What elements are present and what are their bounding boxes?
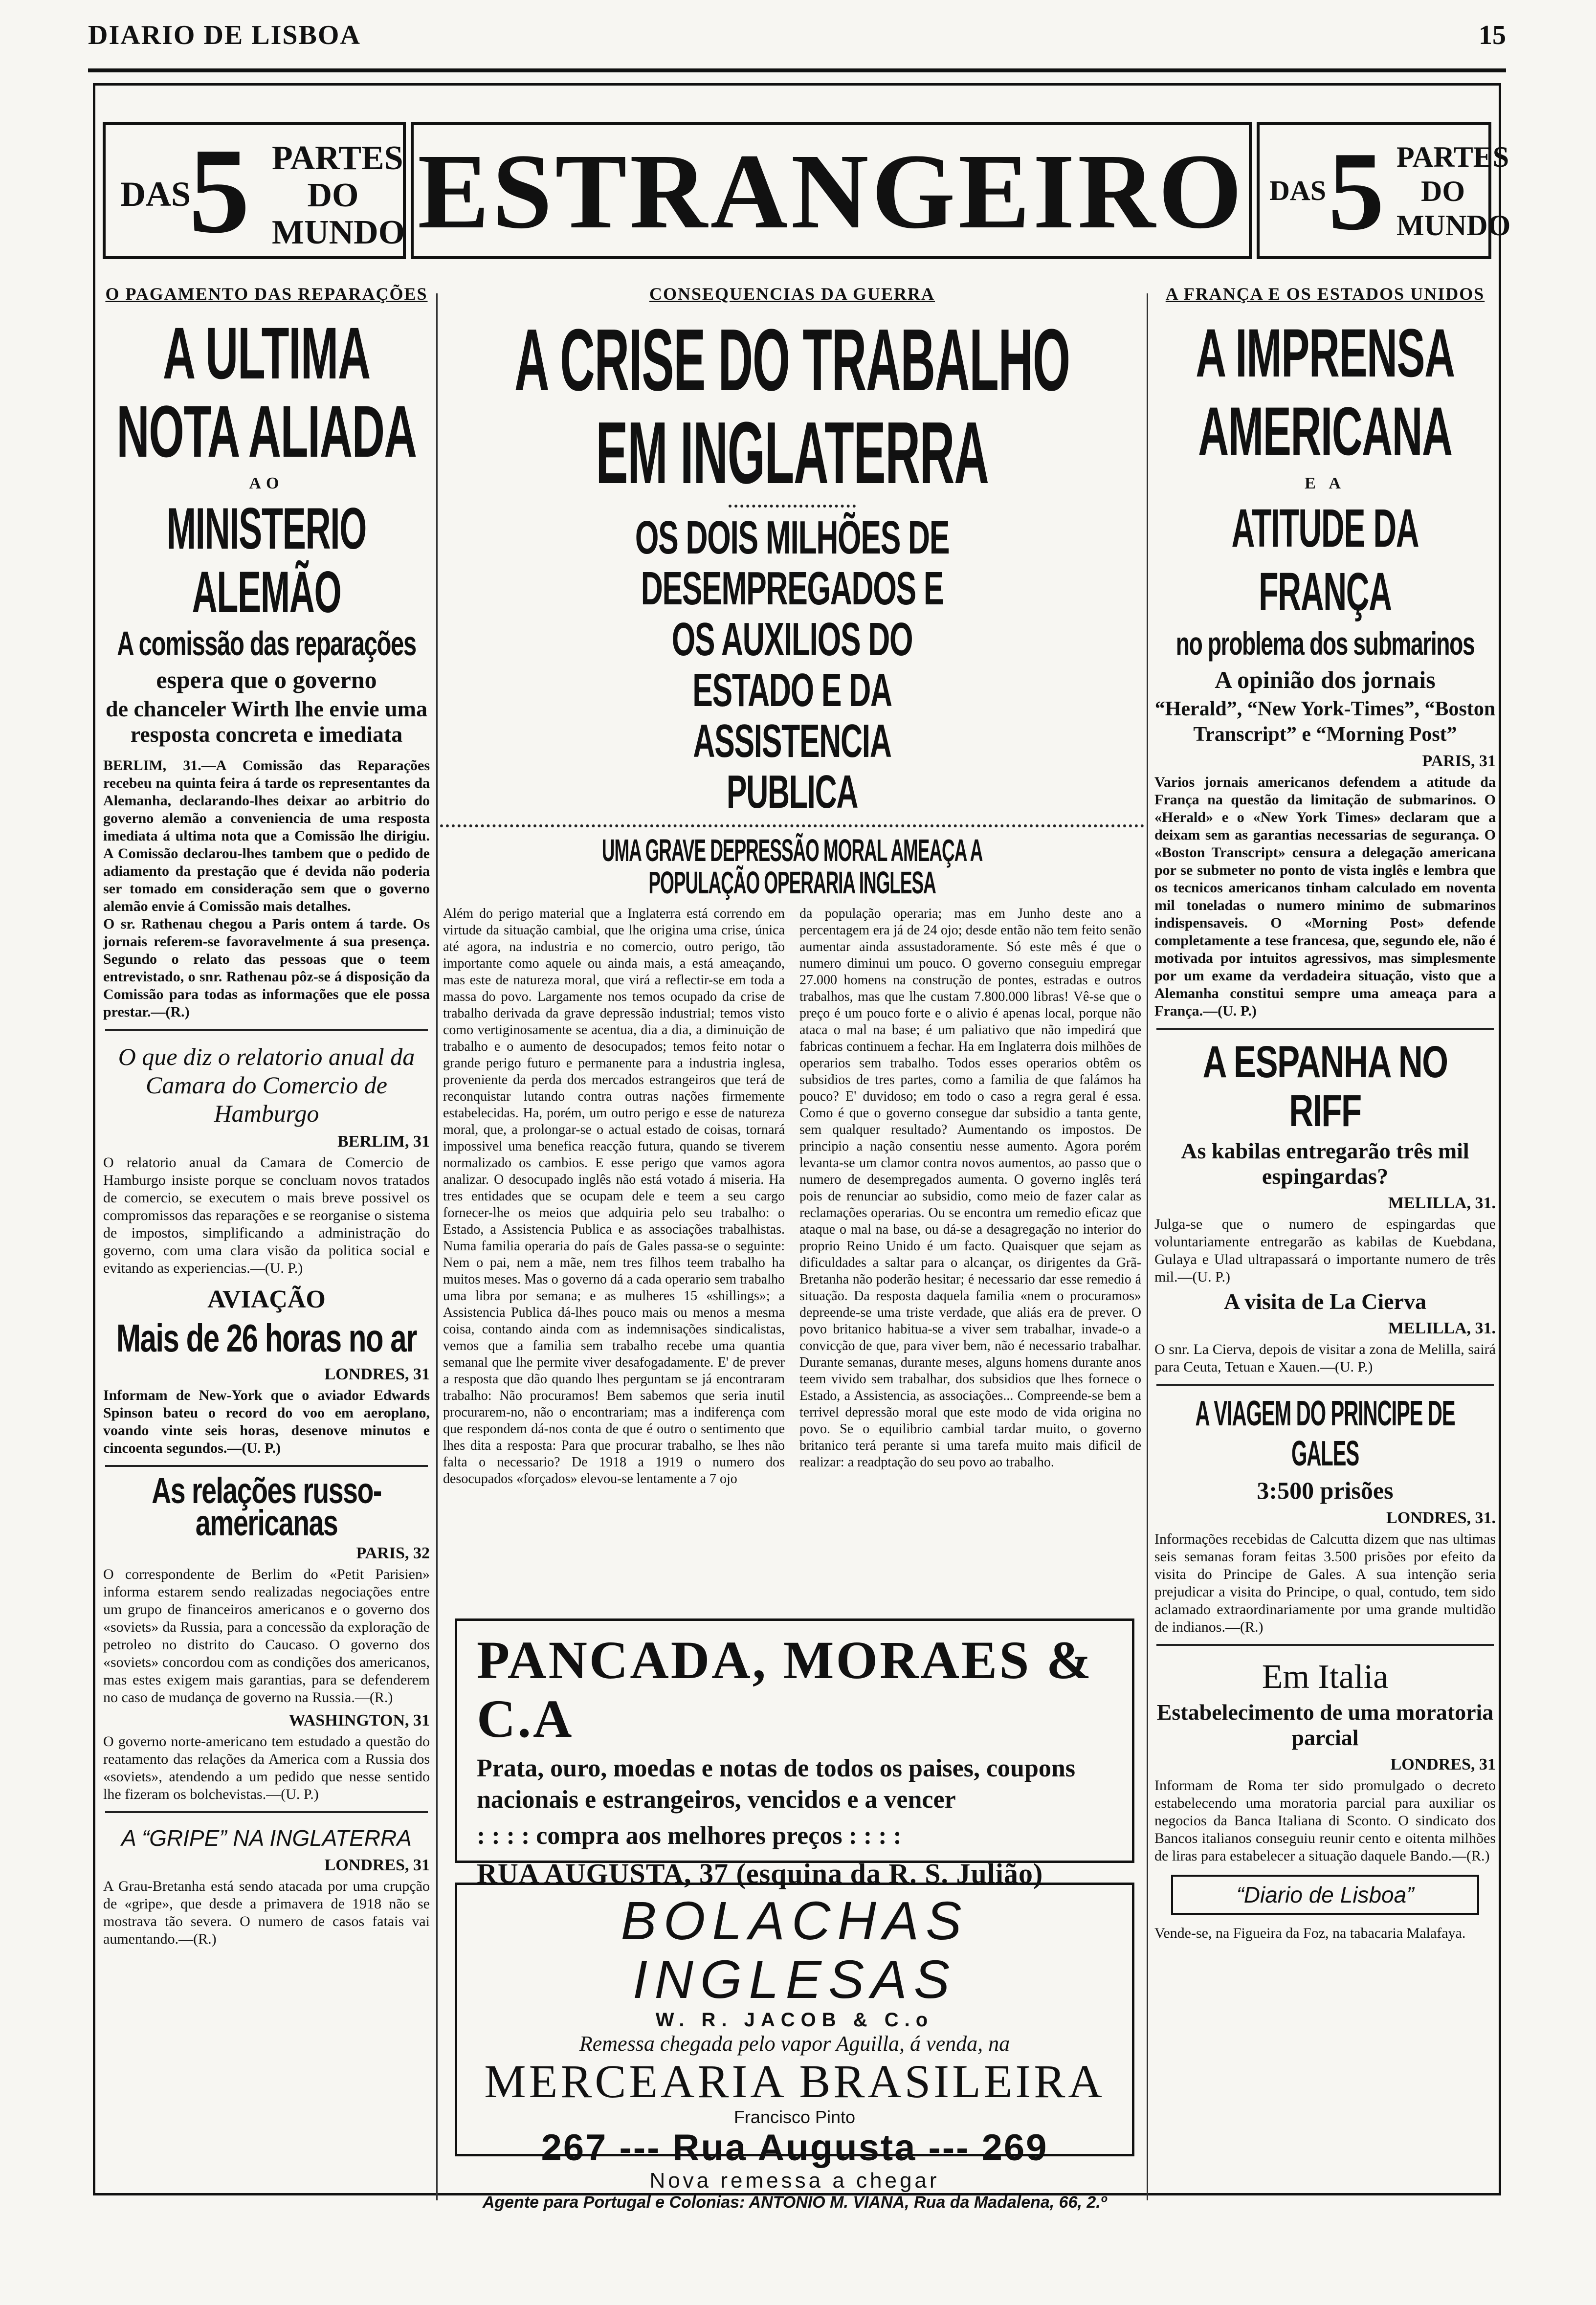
advert-shop: MERCEARIA BRASILEIRA xyxy=(484,2055,1105,2107)
article-headline: A VIAGEM DO PRINCIPE DE GALES xyxy=(1195,1394,1455,1473)
subheadline: A comissão das reparações xyxy=(117,624,416,663)
advert-title: BOLACHAS INGLESAS xyxy=(621,1891,969,2010)
headline: A IMPRENSA AMERICANA xyxy=(1196,314,1455,469)
article-headline: A visita de La Cierva xyxy=(1224,1289,1426,1314)
article-paragraph: O correspondente de Berlim do «Petit Parisien» informa estarem sendo realizadas negociações entre um grupo de financeiros americanos e o governo dos «soviets» da Russia, para a concessão da exploração de petroleo no distrito do Caucaso. O governo dos «soviets» concordou com as condições dos americanos, mas estes exigem mais garantias, para se defenderem no caso de mudança de governo na Russia.—(R.) xyxy=(103,1566,430,1706)
masthead-left-box xyxy=(103,122,406,259)
article-paragraph: A Grau-Bretanha está sendo atacada por uma crupção de «gripe», que desde a primavera de 1918 não se mostrava tão severa. O numero de casos fatais vai aumentando.—(R.) xyxy=(103,1878,430,1947)
article-paragraph: Varios jornais americanos defendem a atitude da França na questão da limitação de submarinos. O «Herald» e o «New York Times» declaram que a deixam sem as garantias necessarias de segurança. O «Boston Transcript» censura a delegação americana por se submeter no ponto de vista inglês e lembra que os tecnicos americanos tinham calculado em noventa mil toneladas o numero minimo de submarinos indispensaveis. O «Morning Post» defende completamente a tese francesa, que, segundo ele, não é motivada por intuitos agressivos, mas simplesmente por um exame da verdadeira situação, visto que a Alemanha constitui sempre uma ameaça para a França.—(U. P.) xyxy=(1154,774,1496,1019)
divider xyxy=(1156,1384,1494,1386)
article-headline: A ESPANHA NO RIFF xyxy=(1202,1037,1448,1136)
masthead-left-partes: PARTES xyxy=(272,139,403,177)
advert-address: 267 --- Rua Augusta --- 269 xyxy=(541,2127,1048,2169)
subheadline: As kabilas entregarão três mil espingardas? xyxy=(1181,1138,1469,1189)
divider xyxy=(440,824,1144,827)
masthead-right-box xyxy=(1257,122,1511,259)
advert-owner: Francisco Pinto xyxy=(733,2107,856,2127)
dateline: BERLIM, 31 xyxy=(337,1132,430,1151)
article-paragraph: Informam de Roma ter sido promulgado o decreto estabelecendo uma moratoria parcial para auxiliar os negocios da Banca Italiana di Sconto. O sindicato dos Bancos italianos conseguiu reunir cento e oitenta milhões de liras para estabelecer a situação daquele Bando.—(R.) xyxy=(1154,1777,1496,1864)
column-separator xyxy=(1147,293,1148,2200)
advert-new: Nova remessa a chegar xyxy=(649,2169,940,2193)
dateline: LONDRES, 31 xyxy=(1390,1755,1496,1773)
divider xyxy=(105,1029,428,1031)
headline-connector: AO xyxy=(249,474,284,492)
advert-maker: W. R. JACOB & C.o xyxy=(655,2009,934,2031)
dateline: LONDRES, 31 xyxy=(324,1856,430,1874)
masthead-right-partes: PARTES xyxy=(1396,141,1509,173)
article-paragraph: da população operaria; mas em Junho deste ano a percentagem era já de 24 ojo; desde então não tem feito senão aumentar ainda assustadoramente. Só este mês é que o numero diminui um pouco. O governo conseguiu empregar 27.000 homens na construção de pontes, estradas e outros trabalhos, mas que lhe custam 7.800.000 libras! Vê-se que o preço é um pouco forte e o alivio é apenas local, porque não ataca o mal na base; é um paliativo que não impedirá que fabricas continuem a fechar. Ha em Inglaterra dois milhões de operarios sem trabalho. Todos esses operarios obtêm os subsidios de tres partes, como a familia de que falámos ha pouco? E' duvidoso; em todo o caso a regra geral é essa. Como é que o governo consegue dar subsidio a tanta gente, sem qualquer resultado? Aumentando os impostos. De principio a nação consentiu nesse aumento. Agora porém levanta-se um clamor contra novos aumentos, ao passo que o numero de desempregados aumenta. O governo inglês terá pois de renunciar ao subsidio, como meio de fazer calar as reclamações operarias. Ou se encontra um remedio eficaz que ataque o mal na base, ou dá-se a desagregação no interior do proprio Reino Unido é um facto. Quaisquer que sejam as dificuldades a saltar para o alcançar, os dirigentes da Grã-Bretanha não poderão hesitar; é necessario dar esse remedio á situação. Da resposta daquela familia «nem o procuramos» depreende-se uma triste verdade, que aliás era de prever. O povo britanico habitua-se a viver sem trabalhar, invade-o a convicção de que, para viver bem, não é necessario trabalhar. Durante semanas, durante meses, alguns homens durante anos teem vivido sem trabalhar, dos subsidios que lhes fornece o Estado, a Assistencia, as associações... Compreende-se bem a terrivel depressão moral que este modo de vida origina no povo. Se o equilibrio cambial tardar muito, o governo britanico terá perante si uma tarefa muito mais dificil de realizar: a readptação do seu povo ao trabalho. xyxy=(799,906,1141,1470)
headline: MINISTERIO ALEMÃO xyxy=(166,496,367,625)
article-paragraph: Julga-se que o numero de espingardas que voluntariamente entregarão as kabilas de Kuebdana, Gulaya e Ulad ultrapassará o importante numero de três mil.—(U. P.) xyxy=(1154,1216,1496,1285)
masthead-right-das: DAS xyxy=(1269,175,1327,206)
left-column xyxy=(100,284,433,1948)
dateline: MELILLA, 31. xyxy=(1388,1319,1496,1337)
dateline: MELILLA, 31. xyxy=(1388,1194,1496,1212)
section-label: O PAGAMENTO DAS REPARAÇÕES xyxy=(105,284,428,304)
masthead-title-box xyxy=(411,122,1252,259)
article-headline: Mais de 26 horas no ar xyxy=(116,1316,417,1360)
column-separator xyxy=(436,293,438,2200)
masthead-right-five: 5 xyxy=(1328,129,1384,253)
paper-name: DIARIO DE LISBOA xyxy=(88,20,361,50)
right-column xyxy=(1152,284,1499,1942)
section-label: A FRANÇA E OS ESTADOS UNIDOS xyxy=(1165,284,1485,304)
masthead-right-partes-do-mundo xyxy=(1396,140,1511,243)
article-paragraph: O snr. La Cierva, depois de visitar a zona de Melilla, sairá para Ceuta, Tetuan e Xauen.—(U. P.) xyxy=(1154,1341,1496,1375)
article-headline: O que diz o relatorio anual da Camara do Comercio de Hamburgo xyxy=(118,1043,415,1127)
masthead xyxy=(98,122,1511,269)
divider xyxy=(1156,1028,1494,1030)
advert-bolachas-inglesas xyxy=(455,1883,1134,2212)
headline: A ULTIMA NOTA ALIADA xyxy=(116,312,417,472)
article-headline: As relações russo-americanas xyxy=(152,1470,381,1543)
dateline: LONDRES, 31. xyxy=(1386,1509,1496,1527)
subheadline: no problema dos submarinos xyxy=(1175,625,1475,662)
advert-agent: Agente para Portugal e Colonias: ANTONIO M. VIANA, Rua da Madalena, 66, 2.º xyxy=(482,2193,1107,2212)
subheadline: 3:500 prisões xyxy=(1257,1477,1394,1504)
subheadline: A opinião dos jornais xyxy=(1215,666,1436,693)
masthead-left-five: 5 xyxy=(189,123,250,259)
article-paragraph: O governo norte-americano tem estudado a questão do reatamento das relações da America com a Russia dos «soviets», atendendo a um pedido que nesse sentido lhe fizeram os bolchevistas.—(U. P.) xyxy=(103,1733,430,1802)
dateline: PARIS, 31 xyxy=(1422,752,1496,770)
article-paragraph: Vende-se, na Figueira da Foz, na tabacaria Malafaya. xyxy=(1154,1925,1466,1941)
advert-line: Prata, ouro, moedas e notas de todos os paises, coupons nacionais e estrangeiros, vencidos e a vencer xyxy=(477,1754,1076,1814)
divider xyxy=(105,1811,428,1813)
section-title: ESTRANGEIRO xyxy=(418,132,1245,251)
advert-line: : : : : compra aos melhores preços : : : : xyxy=(477,1822,902,1850)
subheadline: espera que o governo xyxy=(156,666,377,693)
advert-arrival: Remessa chegada pelo vapor Aguilla, á venda, na xyxy=(579,2032,1010,2056)
dateline: WASHINGTON, 31 xyxy=(288,1711,430,1729)
masthead-right-mundo: MUNDO xyxy=(1396,209,1511,242)
article-paragraph: O sr. Rathenau chegou a Paris ontem á tarde. Os jornais referem-se favoravelmente á sua presença. Segundo o relato das pessoas que o teem entrevistado, o snr. Rathenau pôz-se á disposição da Comissão para todas as informações que ele possa prestar.—(R.) xyxy=(103,916,430,1020)
section-label: CONSEQUENCIAS DA GUERRA xyxy=(649,284,935,304)
subheadline: Estabelecimento de uma moratoria parcial xyxy=(1156,1700,1494,1750)
deck-headline: OS DOIS MILHÕES DE DESEMPREGADOS E OS AUXILIOS DO ESTADO E DA ASSISTENCIA PUBLICA xyxy=(635,511,950,818)
deck-subheadline: UMA GRAVE DEPRESSÃO MORAL AMEAÇA A POPULAÇÃO OPERARIA INGLESA xyxy=(601,833,983,900)
masthead-left-do: DO xyxy=(307,177,359,214)
masthead-left-mundo: MUNDO xyxy=(272,214,405,251)
headline: A CRISE DO TRABALHO EM INGLATERRA xyxy=(514,311,1070,502)
dateline: PARIS, 32 xyxy=(356,1544,430,1562)
page-number: 15 xyxy=(1479,20,1506,50)
subheadline: “Herald”, “New York-Times”, “Boston Transcript” e “Morning Post” xyxy=(1154,698,1496,746)
advert-address: RUA AUGUSTA, 37 (esquina da R. S. Julião) xyxy=(477,1858,1043,1889)
article-headline: Em Italia xyxy=(1262,1658,1389,1696)
subheadline: de chanceler Wirth lhe envie uma resposta concreta e imediata xyxy=(105,696,427,747)
masthead-left-das: DAS xyxy=(120,175,191,214)
article-paragraph: O relatorio anual da Camara de Comercio de Hamburgo insiste porque se concluam novos tratados de comercio, se executem o mais breve possivel os compromissos das reparações e se reorganise o sistema de impostos, simplificando a administração do governo, com uma clara visão da politica social e evitando as experiencias.—(U. P.) xyxy=(103,1154,430,1276)
center-column xyxy=(440,284,1144,1487)
header-rule xyxy=(88,68,1506,72)
masthead-left-partes-do-mundo xyxy=(272,139,405,251)
divider xyxy=(729,505,856,508)
article-paragraph: Além do perigo material que a Inglaterra está correndo em virtude da situação cambial, que lhe origina uma crise, única até agora, na industria e no comercio, outro perigo, tão importante como aquele ou ainda mais, a está ameaçando, mas este de natureza moral, que virá a reflectir-se em toda a massa do povo. Largamente nos temos ocupado da crise de trabalho derivada da grave depressão industrial; temos visto como vertiginosamente se acentua, dia a dia, a diminuição de trabalho e o aumento de desocupados; temos feito notar o grande perigo futuro e permanente para a industria inglesa, proveniente da perda dos mercados estrangeiros que terá de reconquistar lutando contra outras nações firmemente estabelecidas. Ha, porém, um outro perigo e esse de natureza moral, que, a prolongar-se o actual estado de coisas, tornará impossivel uma benefica reacção futura, quando se tiverem normalizado os cambios. E esse perigo que vamos agora analizar. O desocupado inglês não está votado á miseria. Ha tres entidades que se ocupam dele e teem a seu cargo fornecer-lhe os meios que adquiria pelo seu trabalho: o Estado, a Assistencia Publica e as associações trabalhistas. Numa familia operaria do país de Gales passa-se o seguinte: Nem o pai, nem a mãe, nem tres filhos teem trabalho ha muitos meses. Mas o governo dá a cada operario sem trabalho uma libra por semana; e as mulheres 15 «shillings»; a Assistencia Publica dá-lhes pouco mais ou menos a mesma coisa, contando ainda com as indemnisações sindicalistas, vemos que a familia sem trabalho recebe uma quantia semanal que lhe permite viver desafogadamente. E' de prever a resposta que dão quando lhes perguntam se já encontraram trabalho: Não procuramos! Bem sabemos que seria inutil procurarem-no, não o encontrariam; mas a indiferença com que respondem dá-nos conta de que é outro o sentimento que lhes dita a resposta: Para que procurar trabalho, se lhes não falta o necessario? De 1918 a 1919 o numero dos desocupados «forçados» elevou-se lentamente a 7 ojo xyxy=(443,906,785,1486)
article-columns xyxy=(440,906,1144,1487)
article-headline: A “GRIPE” NA INGLATERRA xyxy=(121,1825,412,1851)
advert-brand: PANCADA, MORAES & C.A xyxy=(477,1630,1093,1749)
article-paragraph: BERLIM, 31.—A Comissão das Reparações recebeu na quinta feira á tarde os representantes da Alemanha, declarando-lhes deixar ao arbitrio do governo alemão a conveniencia de uma resposta imediata á ultima nota que a Comissão lhe dirigiu. A Comissão declarou-lhes tambem que o pedido de adiamento da prestação que é devida não poderia ser tomado em consideração sem que o governo alemão envie á Comissão mais detalhes. xyxy=(103,757,430,914)
article-paragraph: Informam de New-York que o aviador Edwards Spinson bateu o record do voo em aeroplano, voando vinte seis horas, desenove minutos e cincoenta segundos.—(U. P.) xyxy=(103,1387,430,1456)
headline: ATITUDE DA FRANÇA xyxy=(1231,498,1419,622)
masthead-right-do: DO xyxy=(1421,175,1465,207)
page-header xyxy=(88,20,1506,54)
notice-box: “Diario de Lisboa” xyxy=(1171,1875,1479,1915)
article-paragraph: Informações recebidas de Calcutta dizem que nas ultimas seis semanas foram feitas 3.500 prisões por efeito da visita do Principe de Gales. A sua intenção seria prejudicar a visita do Principe, o qual, contudo, tem sido aclamado extraordinariamente por uma grande multidão de indianos.—(R.) xyxy=(1154,1531,1496,1635)
advert-pancada-moraes xyxy=(455,1618,1134,1889)
headline-connector: E A xyxy=(1305,474,1346,492)
divider xyxy=(1156,1644,1494,1646)
dateline: LONDRES, 31 xyxy=(324,1365,430,1383)
divider xyxy=(105,1465,428,1467)
article-headline: AVIAÇÃO xyxy=(207,1285,326,1313)
